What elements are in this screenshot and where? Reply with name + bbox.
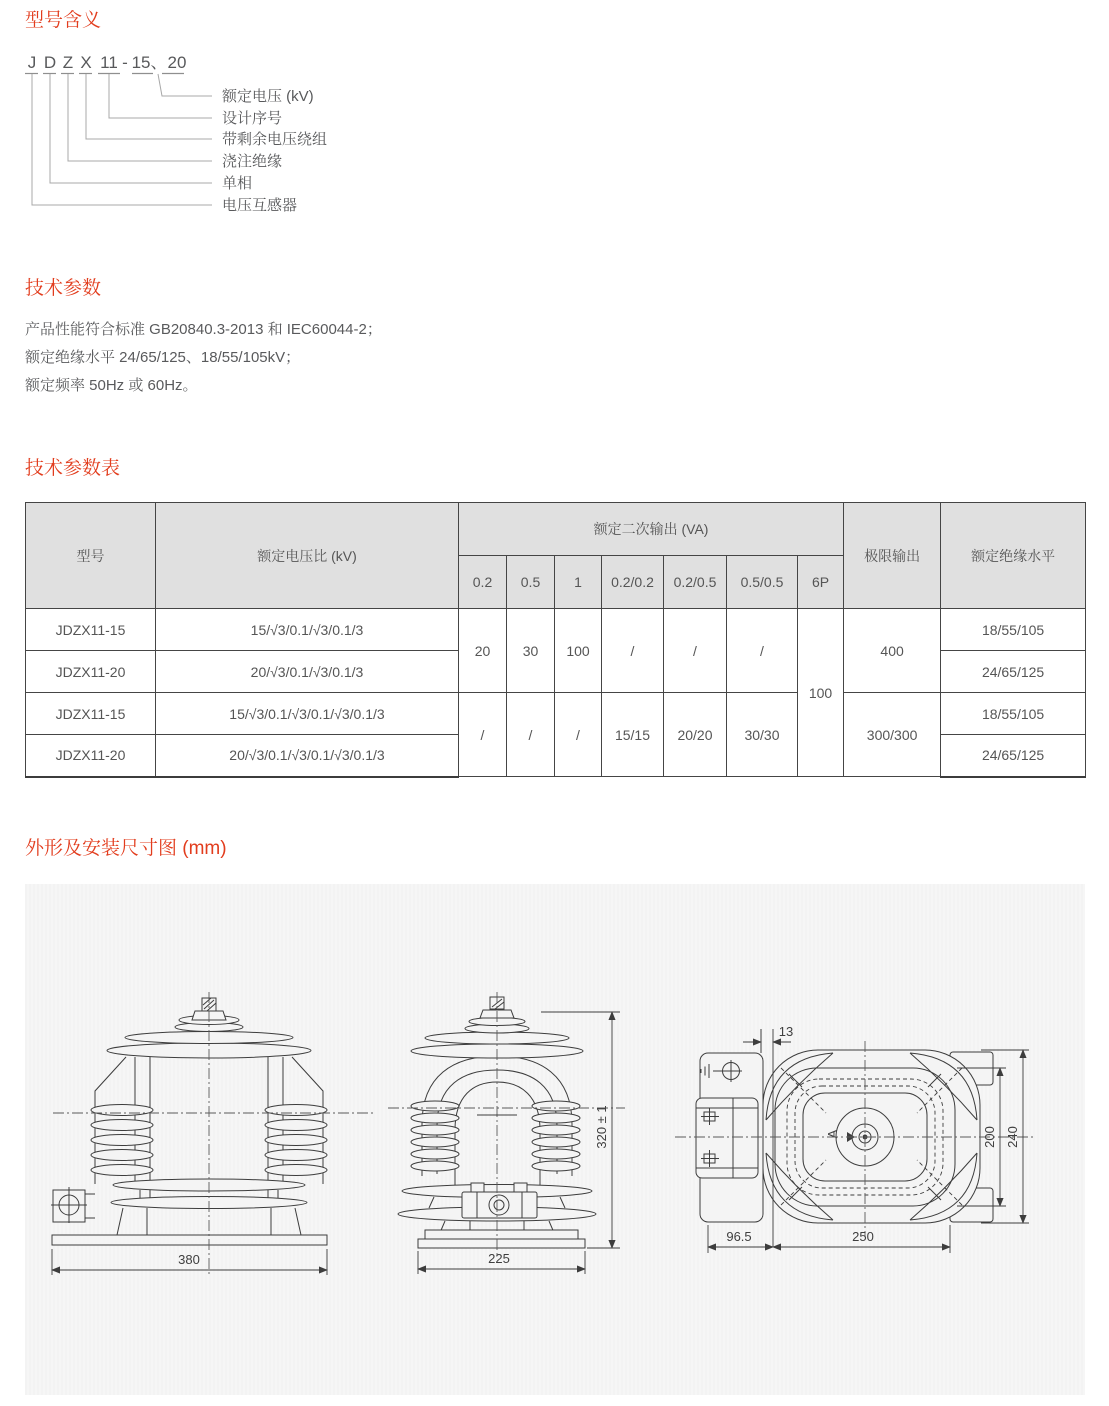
section-title-model-meaning: 型号含义 bbox=[25, 10, 102, 31]
cell-model: JDZX11-20 bbox=[26, 735, 156, 777]
code-label-cast-insulation: 浇注绝缘 bbox=[222, 153, 283, 170]
spec-table-wrapper bbox=[25, 502, 1086, 778]
dim-front-width: 380 bbox=[178, 1252, 200, 1267]
code-label-design-serial: 设计序号 bbox=[222, 110, 283, 127]
code-label-rated-voltage: 额定电压 (kV) bbox=[222, 88, 314, 105]
section-title-dimensions: 外形及安装尺寸图 (mm) bbox=[25, 838, 227, 859]
col-header-insulation: 额定绝缘水平 bbox=[941, 503, 1086, 609]
col-header-limit-output: 极限输出 bbox=[844, 503, 941, 609]
cell-output-05: 30 bbox=[507, 609, 555, 693]
code-part-z: Z bbox=[62, 53, 74, 72]
cell-limit-output: 400 bbox=[844, 609, 941, 693]
col-header-secondary-output: 额定二次输出 (VA) bbox=[459, 503, 844, 556]
cell-output-1: / bbox=[555, 693, 602, 777]
cell-output-0202: 15/15 bbox=[602, 693, 664, 777]
cell-insulation: 24/65/125 bbox=[941, 735, 1086, 777]
tech-line-frequency: 额定频率 50Hz 或 60Hz。 bbox=[25, 377, 198, 394]
code-label-single-phase: 单相 bbox=[222, 175, 253, 192]
dim-top-outer-height: 240 bbox=[1005, 1126, 1020, 1148]
cell-model: JDZX11-20 bbox=[26, 651, 156, 693]
col-header-class-02: 0.2 bbox=[459, 556, 507, 609]
cell-output-1: 100 bbox=[555, 609, 602, 693]
spec-table bbox=[25, 502, 1086, 778]
code-part-j: J bbox=[27, 53, 37, 72]
code-part-d: D bbox=[43, 53, 57, 72]
code-part-11: 11 bbox=[100, 53, 118, 72]
cell-output-6p: 100 bbox=[798, 609, 844, 777]
code-part-voltage: 15、20 bbox=[131, 53, 187, 72]
dimension-drawings bbox=[25, 884, 1085, 1395]
table-row bbox=[26, 693, 1086, 735]
section-title-tech-params: 技术参数 bbox=[25, 278, 102, 299]
dimension-panel bbox=[25, 884, 1085, 1395]
col-header-class-1: 1 bbox=[555, 556, 602, 609]
tech-line-insulation: 额定绝缘水平 24/65/125、18/55/105kV； bbox=[25, 349, 301, 366]
front-view-drawing bbox=[51, 992, 373, 1276]
code-part-x: X bbox=[80, 53, 92, 72]
code-part-dash: - bbox=[122, 53, 128, 72]
cell-limit-output: 300/300 bbox=[844, 693, 941, 777]
cell-insulation: 18/55/105 bbox=[941, 693, 1086, 735]
cell-ratio: 20/√3/0.1/√3/0.1/3 bbox=[156, 651, 459, 693]
dim-side-height: 320 ± 1 bbox=[594, 1105, 609, 1149]
col-header-class-05: 0.5 bbox=[507, 556, 555, 609]
col-header-class-0202: 0.2/0.2 bbox=[602, 556, 664, 609]
cell-output-0505: 30/30 bbox=[727, 693, 798, 777]
cell-insulation: 24/65/125 bbox=[941, 651, 1086, 693]
code-label-voltage-transformer: 电压互感器 bbox=[222, 197, 298, 214]
cell-model: JDZX11-15 bbox=[26, 609, 156, 651]
tech-line-standard: 产品性能符合标准 GB20840.3-2013 和 IEC60044-2； bbox=[25, 321, 382, 338]
code-label-residual-winding: 带剩余电压绕组 bbox=[222, 131, 328, 148]
cell-ratio: 15/√3/0.1/√3/0.1/√3/0.1/3 bbox=[156, 693, 459, 735]
tech-params-text bbox=[25, 316, 382, 400]
cell-model: JDZX11-15 bbox=[26, 693, 156, 735]
table-row bbox=[26, 609, 1086, 651]
dim-top-tab: 13 bbox=[778, 1024, 794, 1039]
model-code-diagram bbox=[25, 42, 545, 232]
dim-top-left: 96.5 bbox=[726, 1229, 752, 1244]
cell-output-0202: / bbox=[602, 609, 664, 693]
side-view-drawing bbox=[388, 992, 625, 1274]
cell-output-02: 20 bbox=[459, 609, 507, 693]
dim-top-inner-height: 200 bbox=[982, 1126, 997, 1148]
col-header-class-0505: 0.5/0.5 bbox=[727, 556, 798, 609]
top-view-drawing bbox=[675, 1024, 1033, 1253]
dim-side-width: 225 bbox=[488, 1251, 510, 1266]
cell-output-05: / bbox=[507, 693, 555, 777]
cell-ratio: 20/√3/0.1/√3/0.1/√3/0.1/3 bbox=[156, 735, 459, 777]
cell-output-0205: / bbox=[664, 609, 727, 693]
col-header-ratio: 额定电压比 (kV) bbox=[156, 503, 459, 609]
col-header-class-6p: 6P bbox=[798, 556, 844, 609]
cell-output-0205: 20/20 bbox=[664, 693, 727, 777]
cell-insulation: 18/55/105 bbox=[941, 609, 1086, 651]
cell-ratio: 15/√3/0.1/√3/0.1/3 bbox=[156, 609, 459, 651]
col-header-class-0205: 0.2/0.5 bbox=[664, 556, 727, 609]
cell-output-02: / bbox=[459, 693, 507, 777]
col-header-model: 型号 bbox=[26, 503, 156, 609]
cell-output-0505: / bbox=[727, 609, 798, 693]
view-label-a: A bbox=[825, 1129, 840, 1139]
dim-top-width: 250 bbox=[852, 1229, 874, 1244]
section-title-spec-table: 技术参数表 bbox=[25, 458, 121, 479]
